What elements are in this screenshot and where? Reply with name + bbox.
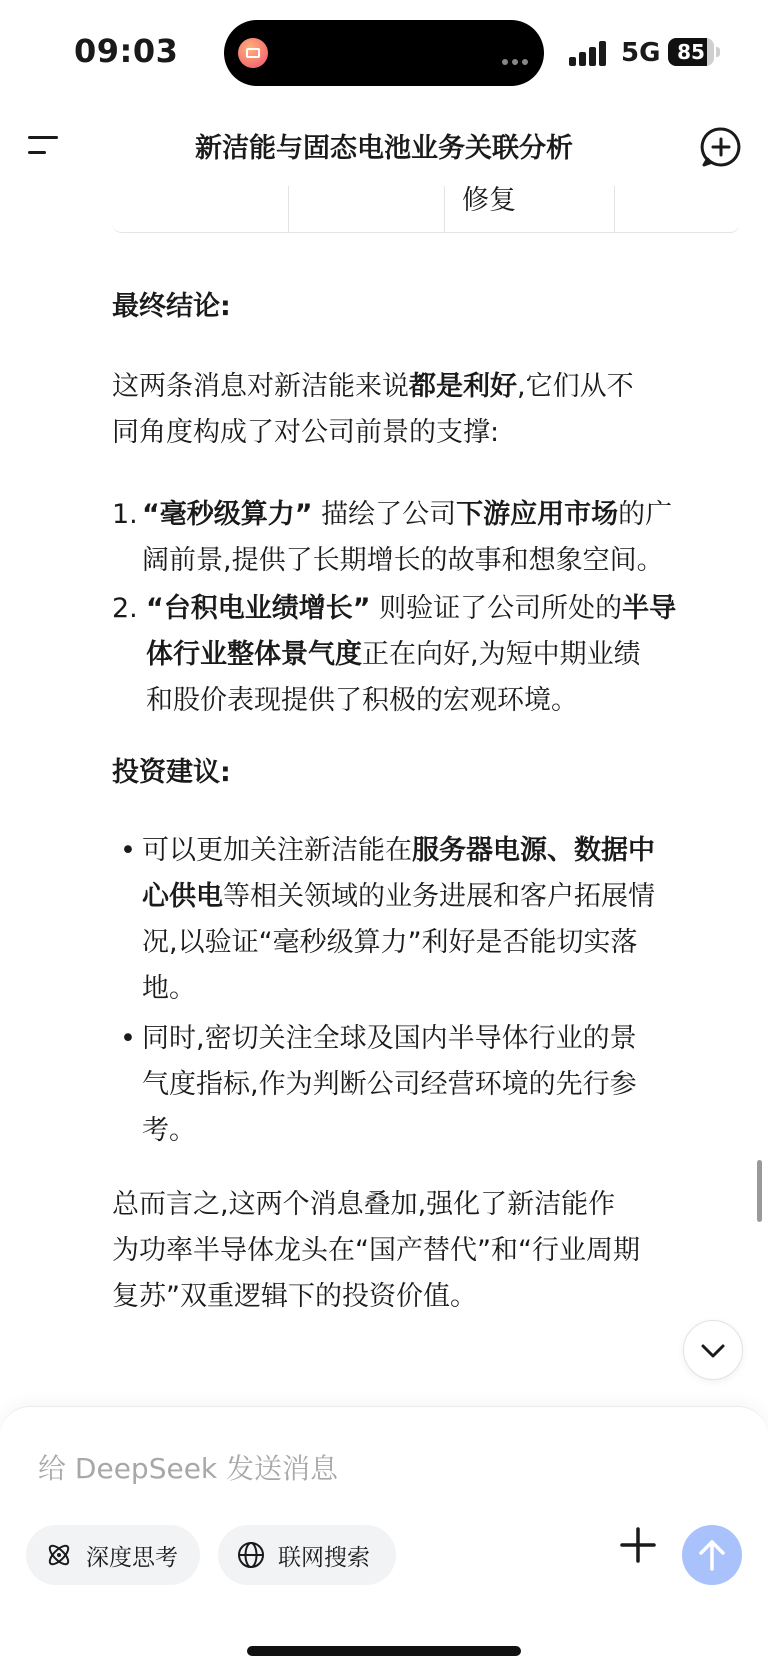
status-bar bbox=[0, 0, 768, 104]
deep-think-label: 深度思考 bbox=[86, 1544, 178, 1571]
status-time: 09:03 bbox=[74, 32, 179, 70]
atom-icon bbox=[44, 1540, 74, 1570]
table-cell: 修复 bbox=[462, 186, 516, 216]
chevron-down-icon bbox=[684, 1321, 742, 1379]
deep-think-button[interactable] bbox=[26, 1525, 200, 1585]
network-type: 5G bbox=[621, 38, 661, 68]
home-indicator bbox=[247, 1646, 521, 1656]
plus-icon bbox=[616, 1523, 660, 1567]
web-search-button[interactable] bbox=[218, 1525, 396, 1585]
dynamic-island[interactable] bbox=[224, 20, 544, 86]
message-content: 修复 最终结论: 这两条消息对新洁能来说都是利好,它们从不 同角度构成了对公司前景的支撑: 1. “毫秒级算力” 描绘了公司下游应用市场的广 阔前景,提供了长期增长的故事和想象空间。 2. “台积电业绩增长” 则验证了公司所处的半导 体行业整体景气度正在向好,为短中期业绩 和股价表现提供了积极的宏观环境。 投资建议: • 可以更加关注新洁能在服务器电源、数据中 心供电等相关领域的业务进展和客户拓展情 况,以验证“毫秒级算力”利好是否能切实落 地。 • 同时,密切关注全球及国内半导体行业的景 气度指标,作为判断公司经营环境的先行参 考。 总而言之,这两个消息叠加,强化了新洁能作 为功率半导体龙头在“国产替代”和“行业周期 复苏”双重逻辑下的投资价值。 bbox=[0, 186, 768, 1406]
new-chat-button[interactable] bbox=[700, 126, 742, 168]
chat-header bbox=[0, 104, 768, 186]
scroll-indicator[interactable] bbox=[757, 1160, 762, 1222]
menu-button[interactable] bbox=[24, 124, 70, 164]
arrow-up-icon bbox=[682, 1525, 742, 1585]
signal-icon bbox=[569, 40, 609, 66]
more-dots-icon bbox=[498, 50, 528, 69]
menu-icon bbox=[28, 136, 58, 139]
message-composer bbox=[0, 1406, 768, 1666]
mail-notification-icon bbox=[238, 38, 268, 68]
summary-paragraph: 总而言之,这两个消息叠加,强化了新洁能作 为功率半导体龙头在“国产替代”和“行业周期 复苏”双重逻辑下的投资价值。 bbox=[112, 1189, 640, 1312]
table-fragment bbox=[112, 186, 740, 233]
battery-level: 85 bbox=[677, 40, 705, 64]
globe-icon bbox=[236, 1540, 266, 1570]
attach-button[interactable] bbox=[616, 1523, 660, 1567]
page-title: 新洁能与固态电池业务关联分析 bbox=[195, 133, 573, 164]
conclusion-heading: 最终结论: bbox=[112, 291, 231, 322]
send-button[interactable] bbox=[682, 1525, 742, 1585]
scroll-down-button[interactable] bbox=[683, 1320, 743, 1380]
new-chat-icon bbox=[700, 126, 742, 168]
web-search-label: 联网搜索 bbox=[278, 1544, 370, 1571]
battery-icon bbox=[668, 38, 720, 66]
message-input[interactable] bbox=[36, 1437, 730, 1499]
advice-heading: 投资建议: bbox=[112, 757, 231, 788]
conclusion-paragraph: 这两条消息对新洁能来说都是利好,它们从不 同角度构成了对公司前景的支撑: bbox=[112, 371, 634, 448]
